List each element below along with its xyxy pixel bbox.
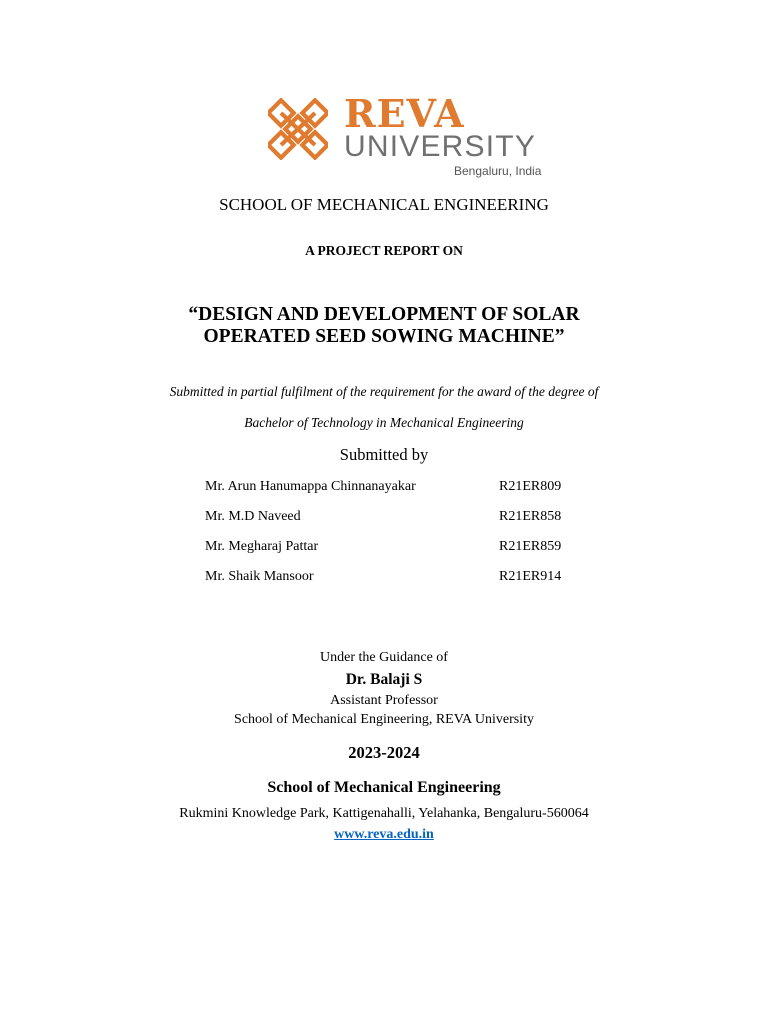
report-title-line-2: OPERATED SEED SOWING MACHINE”	[203, 326, 565, 347]
footer-school-name: School of Mechanical Engineering	[267, 779, 501, 796]
student-row	[205, 508, 605, 526]
student-id: R21ER859	[499, 539, 562, 554]
student-name: Mr. Shaik Mansoor	[205, 569, 314, 584]
guidance-label: Under the Guidance of	[320, 650, 448, 665]
knot-icon	[268, 98, 328, 160]
logo-location-text: Bengaluru, India	[454, 164, 542, 178]
degree-name: Bachelor of Technology in Mechanical Engineering	[244, 415, 524, 430]
guide-department: School of Mechanical Engineering, REVA University	[234, 712, 534, 727]
website-container	[0, 826, 768, 844]
guide-name: Dr. Balaji S	[345, 671, 423, 688]
university-logo	[268, 91, 546, 180]
student-name: Mr. M.D Naveed	[205, 509, 301, 524]
report-title-line-1: “DESIGN AND DEVELOPMENT OF SOLAR	[188, 304, 580, 325]
student-name: Mr. Megharaj Pattar	[205, 539, 319, 554]
student-name: Mr. Arun Hanumappa Chinnanayakar	[205, 479, 416, 494]
school-heading: SCHOOL OF MECHANICAL ENGINEERING	[219, 195, 549, 214]
student-row	[205, 478, 605, 496]
website-link[interactable]: www.reva.edu.in	[334, 827, 434, 842]
report-label: A PROJECT REPORT ON	[305, 243, 463, 258]
student-id: R21ER858	[499, 509, 562, 524]
address: Rukmini Knowledge Park, Kattigenahalli, Yelahanka, Bengaluru-560064	[179, 806, 589, 821]
submitted-by-label: Submitted by	[339, 445, 429, 464]
guide-role: Assistant Professor	[330, 693, 438, 708]
academic-year: 2023-2024	[348, 743, 420, 762]
student-id: R21ER914	[499, 569, 562, 584]
student-row	[205, 568, 605, 586]
logo-university-text: UNIVERSITY	[344, 130, 537, 163]
logo-reva-text: REVA	[344, 91, 465, 136]
student-row	[205, 538, 605, 556]
submission-statement: Submitted in partial fulfilment of the requirement for the award of the degree of	[169, 384, 599, 399]
student-id: R21ER809	[499, 479, 562, 494]
